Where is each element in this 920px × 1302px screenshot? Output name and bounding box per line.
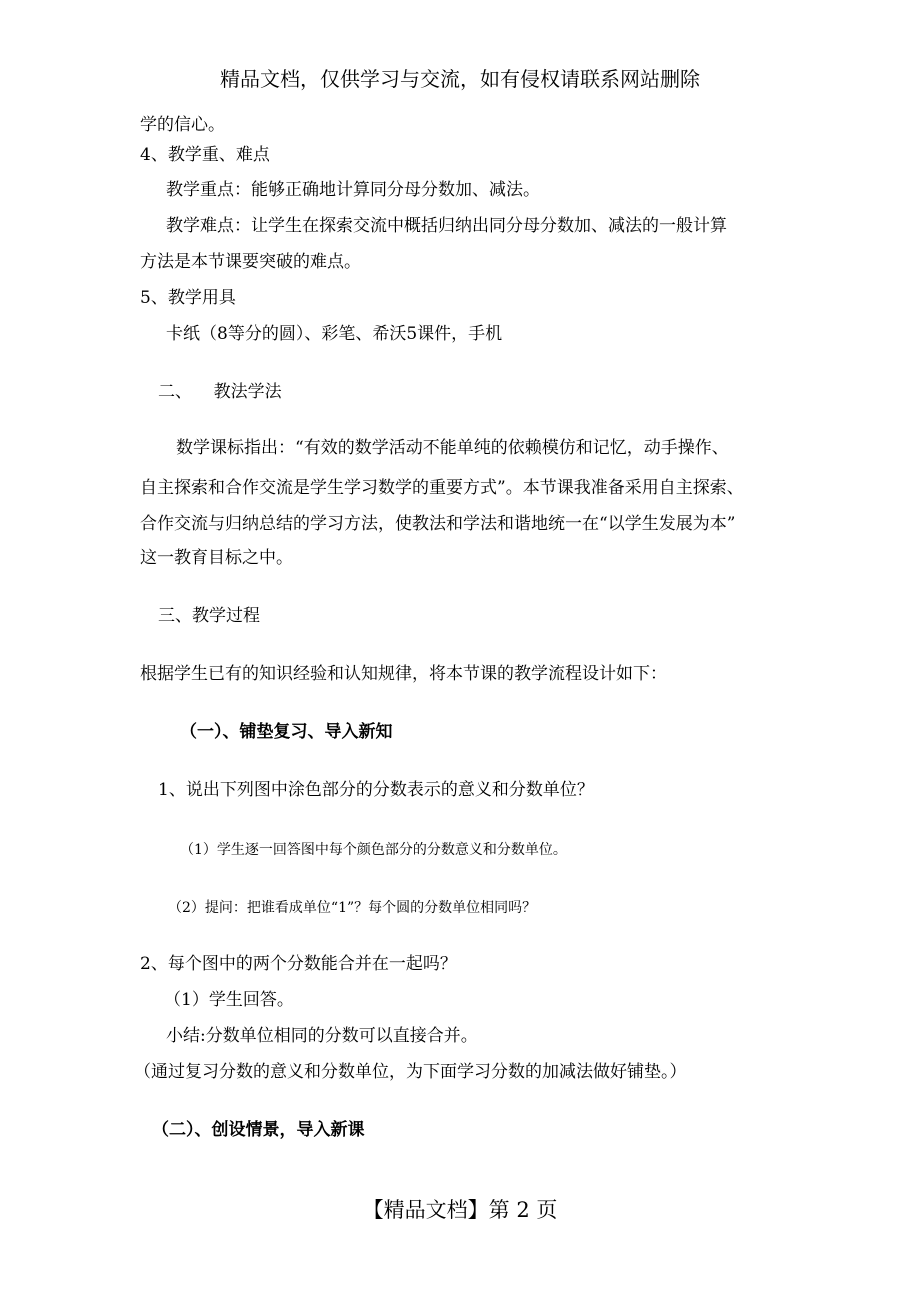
text-line: 合作交流与归纳总结的学习方法，使教法和学法和谐地统一在“以学生发展为本” (140, 514, 736, 534)
section-heading: 二、 教法学法 (158, 382, 282, 402)
text-line: （1）学生逐一回答图中每个颜色部分的分数意义和分数单位。 (180, 842, 567, 858)
text-line: 方法是本节课要突破的难点。 (140, 252, 361, 272)
subsection-heading: （一）、铺垫复习、导入新知 (180, 722, 393, 742)
subsection-heading: （二）、创设情景，导入新课 (152, 1120, 365, 1140)
text-line: 根据学生已有的知识经验和认知规律，将本节课的教学流程设计如下： (140, 664, 667, 684)
text-line: （通过复习分数的意义和分数单位，为下面学习分数的加减法做好铺垫。） (134, 1062, 687, 1082)
text-line: 学的信心。 (140, 115, 225, 135)
text-line: 教学难点：让学生在探索交流中概括归纳出同分母分数加、减法的一般计算 (166, 216, 727, 236)
page-footer: 【精品文档】第 2 页 (362, 1198, 558, 1222)
section-heading: 三、教学过程 (158, 606, 260, 626)
text-line: 小结:分数单位相同的分数可以直接合并。 (166, 1026, 478, 1046)
text-line: 数学课标指出：“有效的数学活动不能单纯的依赖模仿和记忆，动手操作、 (176, 438, 729, 458)
section-heading: 5、教学用具 (140, 288, 236, 308)
text-line: 教学重点：能够正确地计算同分母分数加、减法。 (166, 180, 540, 200)
page-header: 精品文档，仅供学习与交流，如有侵权请联系网站删除 (220, 67, 700, 91)
question: 1、说出下列图中涂色部分的分数表示的意义和分数单位？ (158, 780, 594, 800)
text-line: 这一教育目标之中。 (140, 548, 293, 568)
question: 2、每个图中的两个分数能合并在一起吗？ (140, 954, 457, 974)
section-heading: 4、教学重、难点 (140, 145, 270, 165)
text-line: 卡纸（8等分的圆）、彩笔、希沃5课件，手机 (166, 324, 503, 344)
text-line: （1）学生回答。 (164, 990, 294, 1010)
text-line: 自主探索和合作交流是学生学习数学的重要方式”。本节课我准备采用自主探索、 (140, 478, 744, 498)
text-line: （2）提问：把谁看成单位“1”？每个圆的分数单位相同吗？ (168, 900, 537, 916)
